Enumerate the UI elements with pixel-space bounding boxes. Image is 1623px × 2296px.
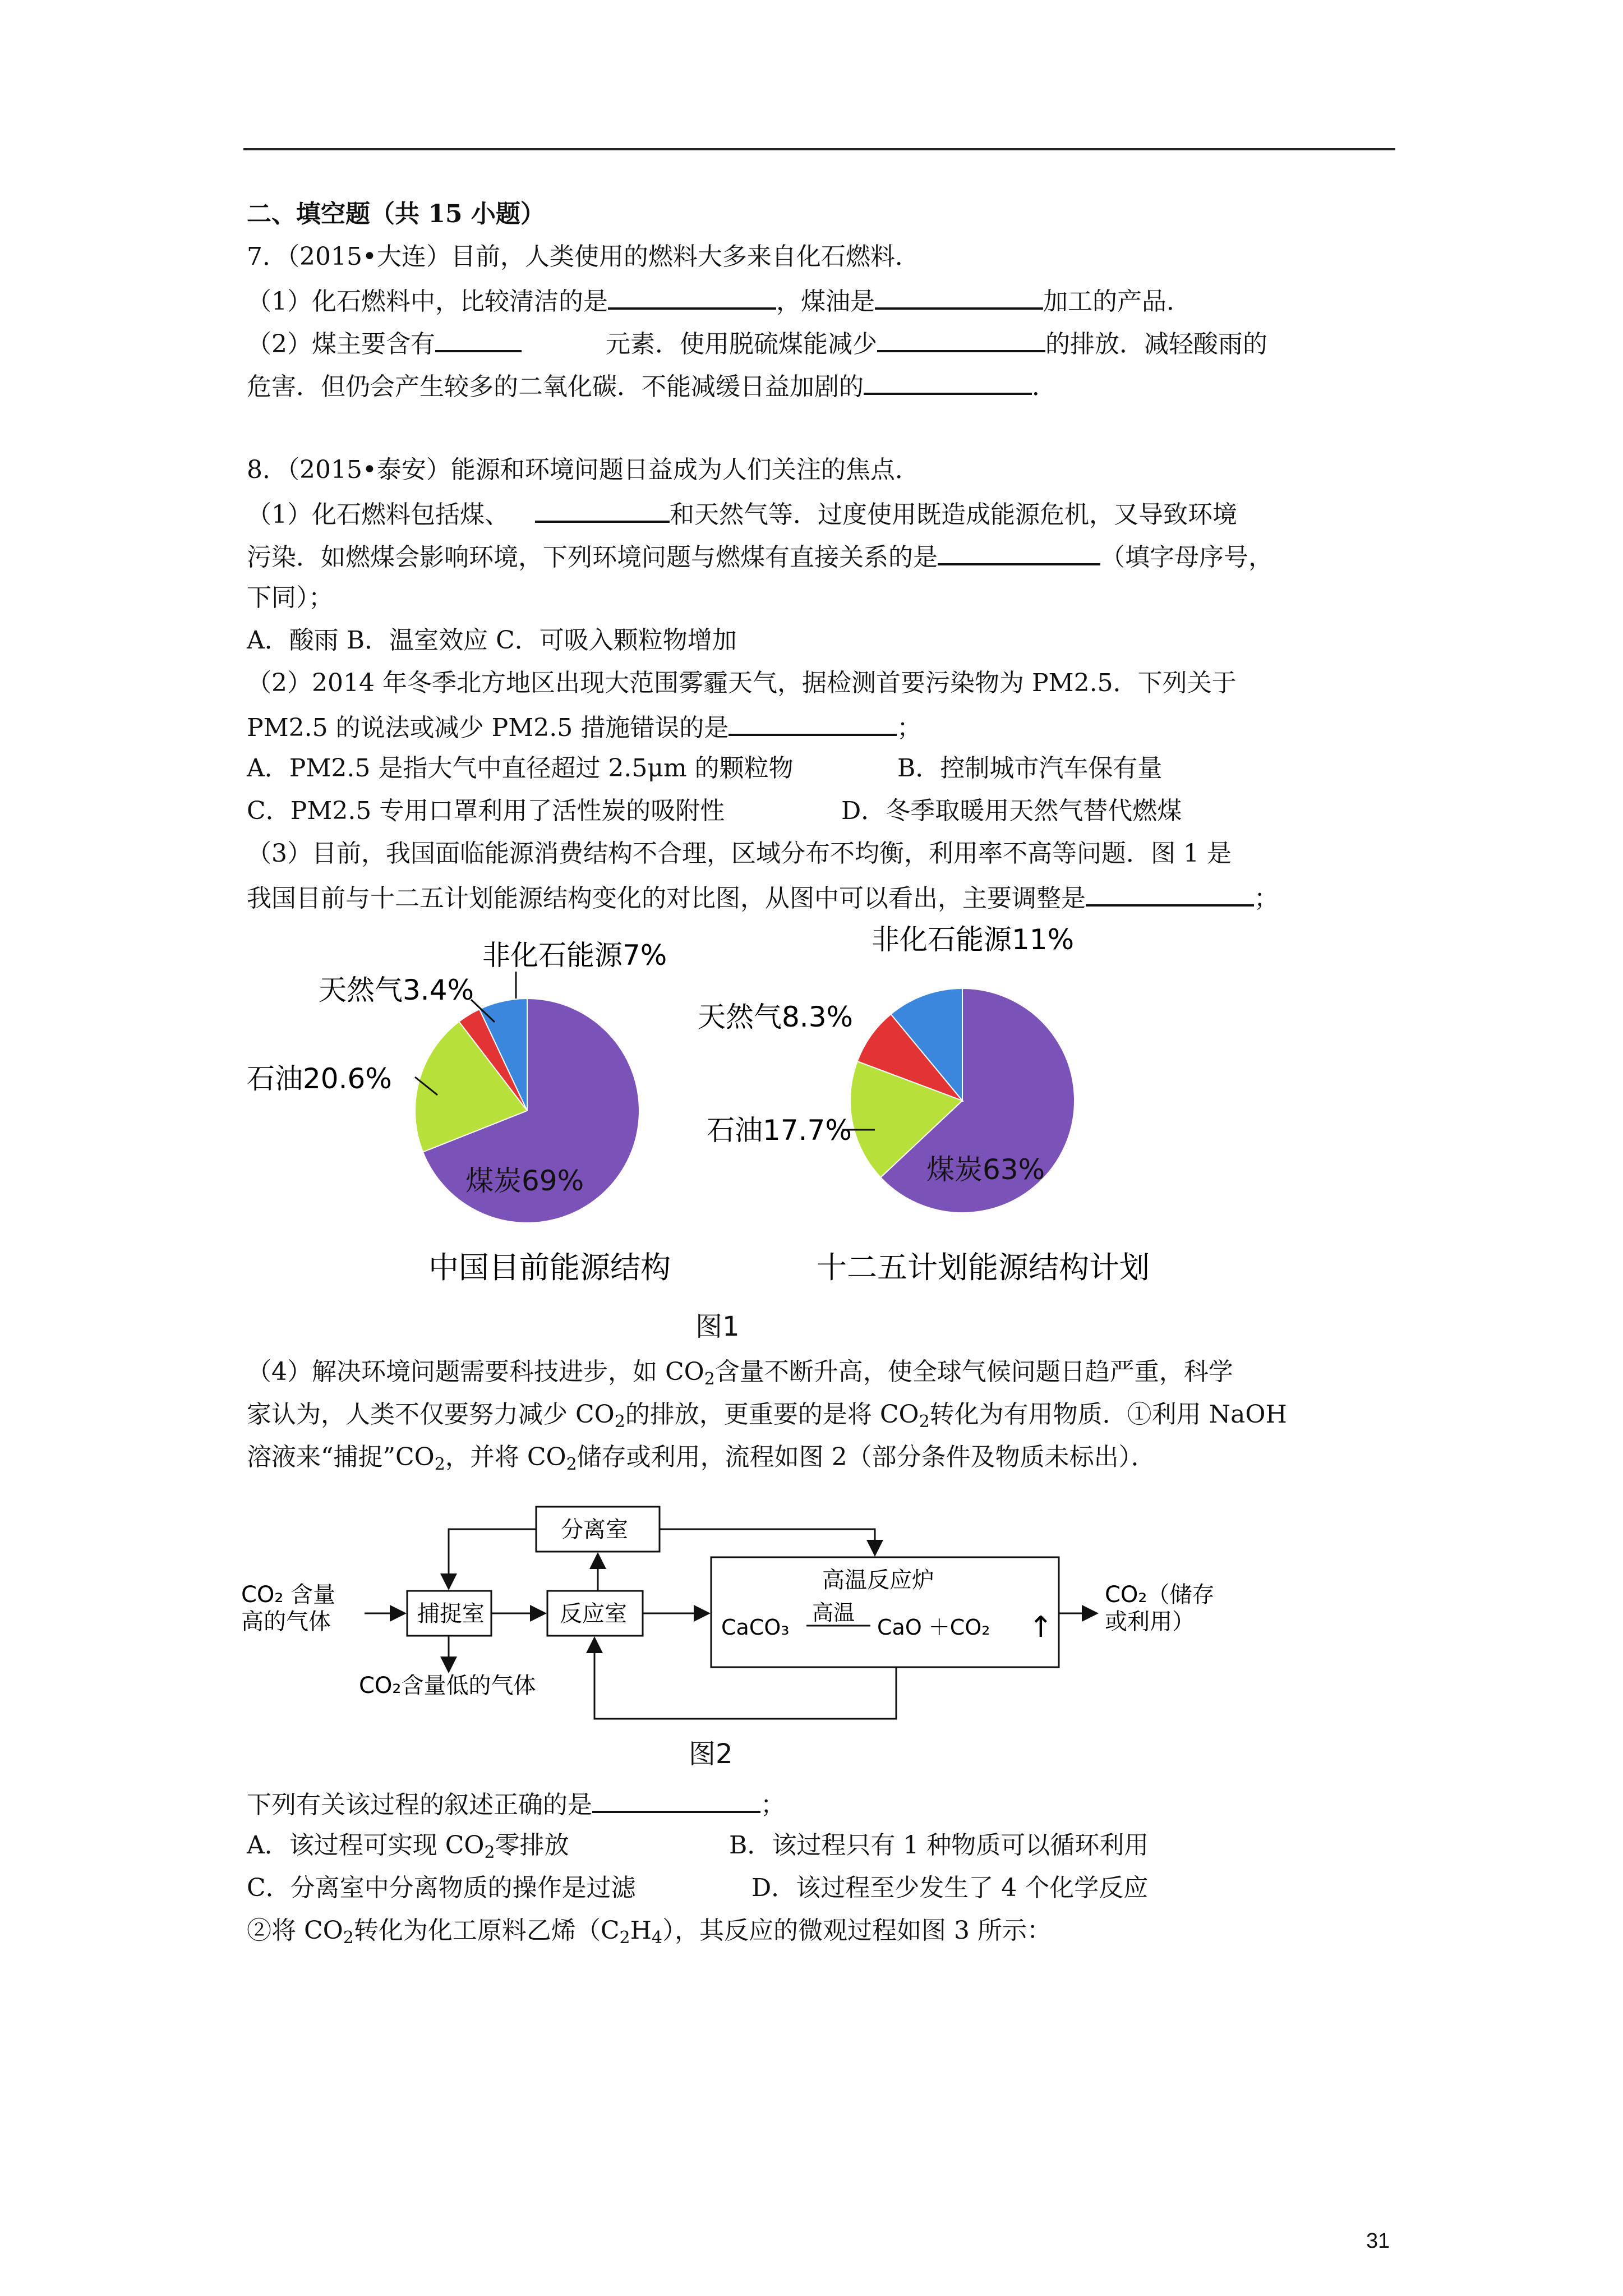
item2-text-d: ），其反应的微观过程如图 3 所示： <box>662 1916 1052 1945</box>
q8-part4-question-end: ； <box>760 1791 785 1819</box>
q8-part1-text-e: 下同）； <box>247 583 333 612</box>
q8-part4-line3 <box>247 1441 1156 1481</box>
input-gas-label-1: CO₂ 含量 <box>241 1582 336 1608</box>
answer-blank[interactable] <box>728 709 897 736</box>
subscript: 2 <box>704 1369 715 1389</box>
subscript: 2 <box>614 1412 625 1432</box>
answer-blank[interactable] <box>938 539 1100 565</box>
q7-part2 <box>247 325 1267 361</box>
pie2-label-coal: 煤炭63% <box>926 1153 1045 1186</box>
q8-part2 <box>247 709 921 745</box>
q7-part1 <box>247 283 1191 319</box>
q8-part1 <box>247 496 1237 532</box>
q8-part1-text-a: （1）化石燃料包括煤、 <box>247 500 509 529</box>
q8-part2-text-b: PM2.5 的说法或减少 PM2.5 措施错误的是 <box>247 714 729 742</box>
q8-part4-text-a: （4）解决环境问题需要科技进步，如 CO <box>247 1358 704 1386</box>
q8-part3-text-c: ； <box>1254 884 1279 913</box>
q7-part2-text-c: 的排放．减轻酸雨的 <box>1045 330 1267 358</box>
q8-part4-text-a2: 含量不断升高，使全球气候问题日趋严重，科学 <box>714 1358 1233 1386</box>
subscript: 2 <box>484 1843 495 1862</box>
q8-part4-question <box>247 1786 785 1822</box>
q8-part3-text-b: 我国目前与十二五计划能源结构变化的对比图，从图中可以看出，主要调整是 <box>247 884 1086 913</box>
q8-part4-opt-b: B．该过程只有 1 种物质可以循环利用 <box>729 1831 1149 1860</box>
pie1-title: 中国目前能源结构 <box>428 1250 671 1285</box>
pie2-label-oil: 石油17.7% <box>707 1114 852 1147</box>
q8-part4-text-b: 家认为，人类不仅要努力减少 CO <box>247 1400 615 1429</box>
pie2-label-gas: 天然气8.3% <box>698 1001 854 1033</box>
item2-text-c: H <box>630 1916 652 1945</box>
equation-condition: 高温 <box>812 1600 855 1625</box>
q8-part3-text-a: （3）目前，我国面临能源消费结构不合理，区域分布不均衡，利用率不高等问题．图 1 是 <box>247 839 1232 868</box>
output-label-1: CO₂（储存 <box>1105 1582 1215 1608</box>
q8-part4-text-b2: 的排放，更重要的是将 CO <box>625 1400 919 1429</box>
answer-blank[interactable] <box>535 496 670 523</box>
q7-part2-text-a: （2）煤主要含有 <box>247 330 435 358</box>
answer-blank[interactable] <box>592 1786 760 1813</box>
q7-part2-text-d: 危害．但仍会产生较多的二氧化碳．不能减缓日益加剧的 <box>247 372 864 401</box>
q8-part1-text-c: 污染．如燃煤会影响环境，下列环境问题与燃煤有直接关系的是 <box>247 543 938 572</box>
input-gas-label-2: 高的气体 <box>241 1609 331 1635</box>
pie1-label-gas: 天然气3.4% <box>319 974 474 1006</box>
answer-blank[interactable] <box>435 325 522 352</box>
header-rule <box>243 148 1395 150</box>
section-title: 二、填空题（共 15 小题） <box>247 200 545 228</box>
q8-part1-cont <box>247 539 1273 574</box>
q7-part1-text-a: （1）化石燃料中，比较清洁的是 <box>247 287 608 316</box>
q7-part2-text-b: 元素．使用脱硫煤能减少 <box>606 330 877 358</box>
reaction-room-label: 反应室 <box>560 1601 627 1627</box>
q8-part2-opt-d: D．冬季取暖用天然气替代燃煤 <box>841 797 1182 825</box>
q8-part2-opt-b: B．控制城市汽车保有量 <box>897 754 1163 783</box>
q8-part2-opt-a: A．PM2.5 是指大气中直径超过 2.5μm 的颗粒物 <box>247 754 794 783</box>
q8-part2-text-a: （2）2014 年冬季北方地区出现大范围雾霾天气，据检测首要污染物为 PM2.5．下列关于 <box>247 669 1237 697</box>
q7-part2-text-e: ． <box>1032 372 1057 401</box>
figure-1-caption: 图1 <box>695 1311 740 1342</box>
answer-blank[interactable] <box>1086 880 1254 907</box>
q8-part4-text-c2: ，并将 CO <box>445 1443 566 1471</box>
item2-text-a: ②将 CO <box>247 1916 343 1945</box>
answer-blank[interactable] <box>877 325 1045 352</box>
q8-part4-opt-c: C．分离室中分离物质的操作是过滤 <box>247 1874 636 1902</box>
subscript: 2 <box>619 1928 630 1948</box>
option-a-text: A．该过程可实现 CO <box>247 1831 485 1860</box>
answer-blank[interactable] <box>875 283 1043 310</box>
q8-part4-opt-d: D．该过程至少发生了 4 个化学反应 <box>751 1874 1149 1902</box>
q7-stem: 7．（2015•大连）目前，人类使用的燃料大多来自化石燃料． <box>247 242 920 271</box>
q8-part1-text-d: （填字母序号， <box>1100 543 1273 572</box>
q8-part4-question-text: 下列有关该过程的叙述正确的是 <box>247 1791 592 1819</box>
capture-room-label: 捕捉室 <box>417 1601 485 1627</box>
q7-part1-text-b: ，煤油是 <box>776 287 875 316</box>
q8-part1-text-b: 和天然气等．过度使用既造成能源危机，又导致环境 <box>670 500 1237 529</box>
subscript: 2 <box>566 1455 577 1474</box>
q8-stem: 8．（2015•泰安）能源和环境问题日益成为人们关注的焦点． <box>247 455 920 484</box>
page-number: 31 <box>1366 2229 1390 2253</box>
separation-to-furnace-line <box>660 1529 875 1555</box>
figure-2-caption: 图2 <box>689 1738 733 1770</box>
gas-arrow: ↑ <box>1029 1611 1053 1644</box>
subscript: 4 <box>651 1928 663 1948</box>
pie2-title: 十二五计划能源结构计划 <box>817 1250 1150 1285</box>
item2-text-b: 转化为化工原料乙烯（C <box>353 1916 620 1945</box>
q8-part2-opt-c: C．PM2.5 专用口罩利用了活性炭的吸附性 <box>247 797 725 825</box>
q8-part4-item2 <box>247 1914 1052 1955</box>
separation-room-label: 分离室 <box>561 1517 628 1543</box>
q8-part4-text-c3: 储存或利用，流程如图 2（部分条件及物质未标出）． <box>577 1443 1156 1471</box>
figure-1-pie-charts <box>236 920 1155 1324</box>
q8-part2-text-c: ； <box>897 714 922 742</box>
q8-part4-text-b3: 转化为有用物质．①利用 NaOH <box>929 1400 1287 1429</box>
q8-part4-line2 <box>247 1398 1287 1439</box>
recycle-line-top <box>449 1529 536 1589</box>
q8-part1-options: A．酸雨 B．温室效应 C．可吸入颗粒物增加 <box>247 626 737 655</box>
q8-part4-text-c: 溶液来“捕捉”CO <box>247 1443 435 1471</box>
subscript: 2 <box>343 1928 354 1948</box>
pie1-label-oil: 石油20.6% <box>247 1062 392 1095</box>
subscript: 2 <box>919 1412 930 1432</box>
pie2-label-nonfossil: 非化石能源11% <box>872 923 1075 956</box>
option-a-text-end: 零排放 <box>495 1831 569 1860</box>
output-label-2: 或利用） <box>1105 1609 1195 1635</box>
answer-blank[interactable] <box>608 283 776 310</box>
figure-2-flow-diagram <box>241 1492 1267 1728</box>
subscript: 2 <box>434 1455 445 1474</box>
answer-blank[interactable] <box>864 368 1032 395</box>
q7-part1-text-c: 加工的产品． <box>1043 287 1191 316</box>
equation-right: CaO ＋CO₂ <box>877 1615 990 1640</box>
q8-part3 <box>247 880 1279 915</box>
recycle-line-bottom <box>594 1638 896 1719</box>
q7-part2-cont <box>247 368 1057 404</box>
pie1-label-nonfossil: 非化石能源7% <box>482 939 667 972</box>
low-co2-gas-label: CO₂含量低的气体 <box>359 1673 536 1699</box>
q8-part4-opt-a <box>247 1829 569 1870</box>
furnace-label: 高温反应炉 <box>822 1567 934 1593</box>
pie1-label-coal: 煤炭69% <box>465 1165 584 1197</box>
equation-left: CaCO₃ <box>721 1615 790 1640</box>
q8-part4-line1 <box>247 1355 1233 1396</box>
